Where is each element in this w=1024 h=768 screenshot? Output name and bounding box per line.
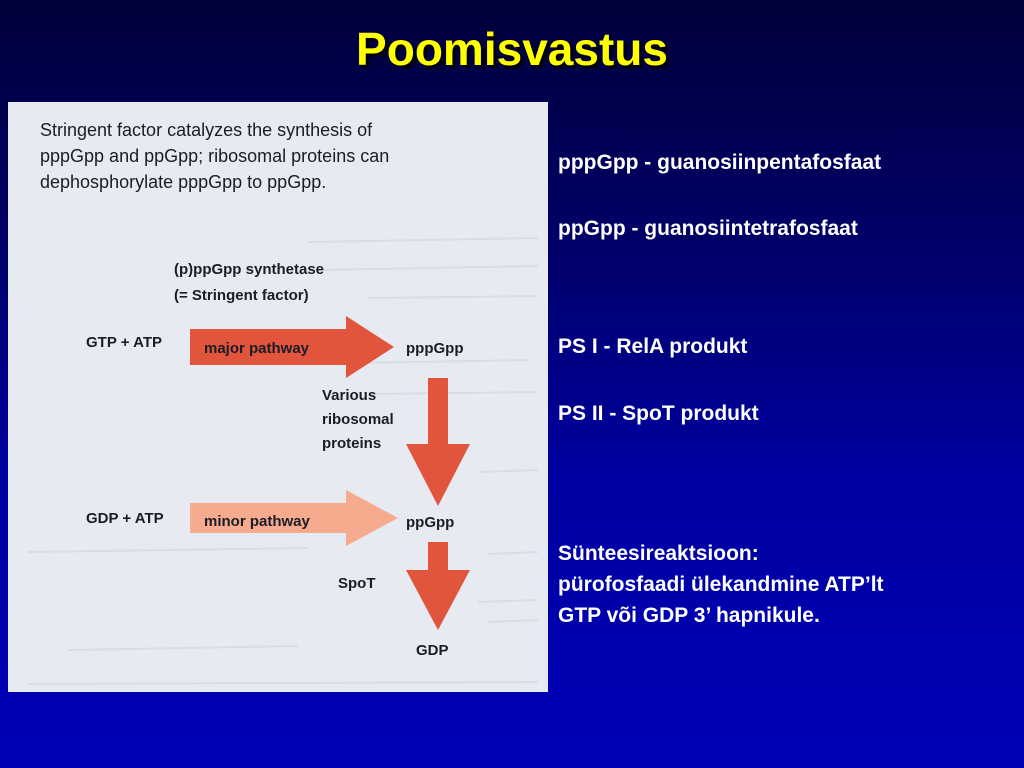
caption-line-1: Stringent factor catalyzes the synthesis of [40,120,373,140]
synthesis-line-1: Sünteesireaktsioon: [558,542,759,565]
dephosphorylation-arrow [406,378,470,506]
synthesis-line-3: GTP või GDP 3’ hapnikule. [558,604,820,627]
synthesis-reaction-note [558,538,884,631]
middle-enzyme-line-2: ribosomal [322,411,394,428]
minor-pathway-label: minor pathway [204,513,310,530]
synthesis-line-2: pürofosfaadi ülekandmine ATP’lt [558,573,884,596]
slide-title: Poomisvastus [356,23,668,75]
major-pathway-label: major pathway [204,340,310,357]
major-substrate-label: GTP + ATP [86,334,162,351]
spot-label: SpoT [338,575,376,592]
spot-hydrolysis-arrow [406,542,470,630]
minor-substrate-label: GDP + ATP [86,510,164,527]
pathway-diagram [8,102,548,692]
ppgpp-definition: ppGpp - guanosiintetrafosfaat [558,217,858,240]
middle-enzyme-line-1: Various [322,387,377,404]
synthetase-label-line-2: (= Stringent factor) [174,287,309,304]
pathway-figure [8,102,548,692]
caption-line-3: dephosphorylate pppGpp to ppGpp. [40,172,327,192]
final-product-label: GDP [416,642,449,659]
major-product-label: pppGpp [406,340,464,357]
ps2-note: PS II - SpoT produkt [558,402,759,425]
caption-line-2: pppGpp and ppGpp; ribosomal proteins can [40,146,390,166]
background-texture [28,238,538,684]
middle-enzyme-line-3: proteins [322,435,382,452]
pppgpp-definition: pppGpp - guanosiinpentafosfaat [558,151,882,174]
minor-product-label: ppGpp [406,514,455,531]
synthetase-label-line-1: (p)ppGpp synthetase [174,261,325,278]
ps1-note: PS I - RelA produkt [558,335,748,358]
